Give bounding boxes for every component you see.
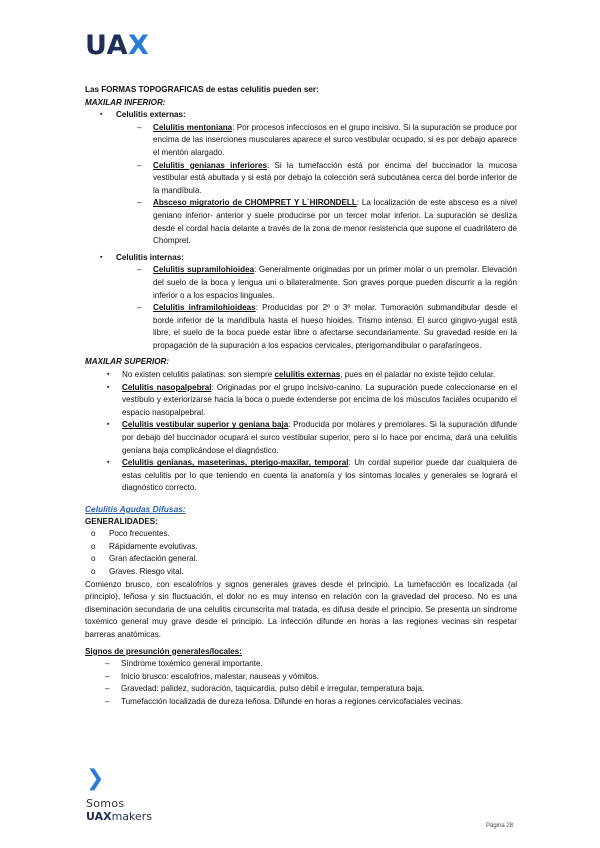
heading-maxilar-superior: MAXILAR SUPERIOR: <box>85 357 170 367</box>
list-item: – Celulitis mentoniana: Por procesos infecciosos en el grupo incisivo. Si la supuración se produce por encima de las inserciones musculares aparece el surco vestibular ocupado, si es por debajo aparece el mentón alargado. <box>85 122 517 160</box>
heading-maxilar-inferior: MAXILAR INFERIOR: <box>85 97 166 107</box>
list-item: – Tumefacción localizada de dureza leñosa. Difunde en horas a regiones cervicofaciales vecinas. <box>85 696 517 709</box>
generalidades-label: GENERALIDADES: <box>85 516 158 526</box>
list-item: – Celulitis inframilohioideas: Producidas por 2º o 3º molar. Tumoración submandibular desde el borde inferior de la mandíbula hasta el hueso hioides. Trismo intenso. El surco gingivo-yugal está libre, el suelo de la boca puede estar libre o afectarse secundariamente. Su gravedad reside en la propagación de la supuración a los espacios cervicales, pterigomandibular o parafaríngeos. <box>85 302 517 352</box>
list-item: ▪ No existen celulitis palatinas: son siempre celulitis externas, pues en el paladar no existe tejido celular. <box>85 369 517 382</box>
document-body <box>85 84 517 709</box>
page-number: Página 28 <box>486 823 514 829</box>
list-item: o Rápidamente evolutivas. <box>85 541 517 554</box>
list-item: – Inicio brusco: escalofríos, malestar, nauseas y vómitos. <box>85 671 517 684</box>
signos-label: Signos de presunción generales/locales: <box>85 646 242 656</box>
bullet-celulitis-externas: ▪ Celulitis externas: <box>85 109 517 122</box>
list-item: ▪ Celulitis nasopalpebral: Originadas por el grupo incisivo-canino. La supuración puede coleccionarse en el vestíbulo y exteriorizarse hacia la boca o puede extenderse por encima de los músculos faciales ocupando el espacio nasopalpebral. <box>85 382 517 420</box>
list-item: – Absceso migratorio de CHOMPRET Y L´HIRONDELL: La localización de este absceso es a nivel geniano inferior- anterior y suele producirse por un tercer molar inferior. La supuración se desliza desde el cordal hacia delante a través de la zona de menor resistencia que supone el cuadrilátero de Chompret. <box>85 197 517 247</box>
uax-logo: UAX <box>85 30 150 61</box>
section-title-agudas: Celulitis Agudas Difusas: <box>85 504 186 514</box>
list-item: o Poco frecuentes. <box>85 528 517 541</box>
agudas-paragraph: Comienzo brusco, con escalofríos y signos generales graves desde el principio. La tumefacción es localizada (al principio), leñosa y sin fluctuación, el dolor no es muy intenso en relación con la gravedad del proceso. No es una diseminación secundaria de una celulitis circunscrita mal tratada, es difusa desde el principio. Se presenta un síndrome toxémico general muy grave desde el principio. La infección difunde en horas a las regiones vecinas sin respetar barreras anatómicas. <box>85 579 517 639</box>
list-item: – Celulitis supramilohioidea: Generalmente originadas por un primer molar o un premolar. Elevación del suelo de la boca y lengua uni o bilateralmente. Son graves porque pueden discurrir a la región inferior o a los espacios linguales. <box>85 264 517 302</box>
intro-line: Las FORMAS TOPOGRAFICAS de estas celulitis pueden ser: <box>85 85 319 94</box>
list-item: o Gran afectación general. <box>85 553 517 566</box>
list-item: – Gravedad: palidez, sudoración, taquicardia, pulso débil e irregular, temperatura baja. <box>85 683 517 696</box>
list-item: – Celulitis genianas inferiores: Si la tumefacción está por encima del buccinador la mucosa vestibular está abultada y si está por debajo la colección será subcutánea cerca del borde inferior de la mandíbula. <box>85 160 517 198</box>
list-item: ▪ Celulitis genianas, maseterinas, pterigo-maxilar, temporal: Un cordal superior puede dar cualquiera de estas celulitis por lo que teniendo en cuenta la anatomía y los síntomas locales y generales se logrará el diagnóstico correcto. <box>85 457 517 495</box>
somos-uaxmakers-logo: Somos UAXmakers <box>86 797 153 823</box>
list-item: o Graves. Riesgo vital. <box>85 566 517 579</box>
chevron-right-icon: ❯ <box>86 766 105 791</box>
list-item: ▪ Celulitis vestibular superior y geniana baja: Producida por molares y premolares. Si la supuración difunde por debajo del buccinador ocupará el surco vestibular superior, pero si lo hace por encima, dará una celulitis geniana baja complicándose el diagnóstico. <box>85 419 517 457</box>
bullet-celulitis-internas: ▪ Celulitis internas: <box>85 252 517 265</box>
list-item: – Síndrome toxémico general importante. <box>85 658 517 671</box>
